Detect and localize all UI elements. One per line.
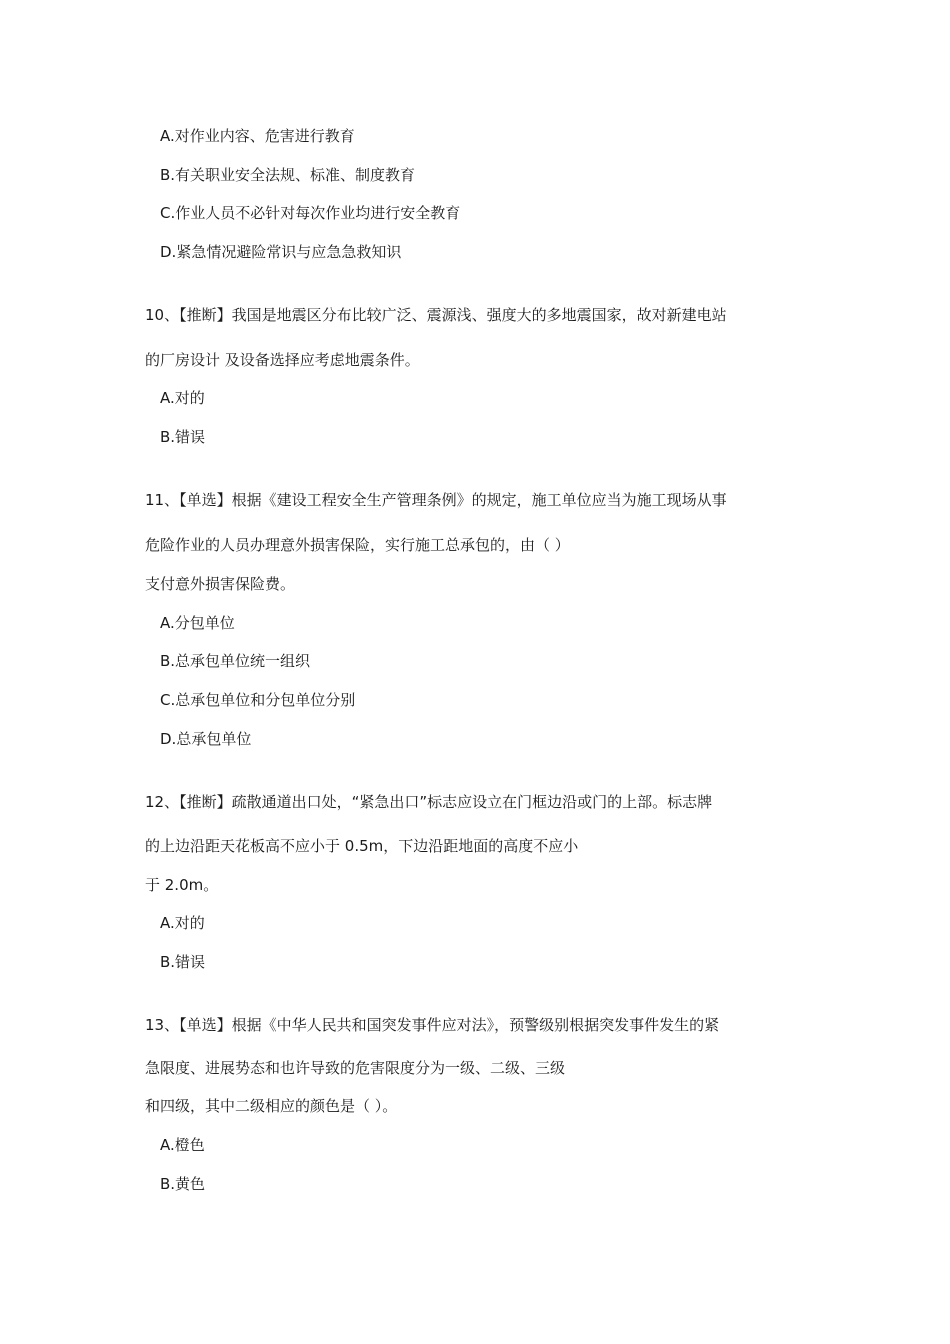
q13-option-a: A.橙色 <box>160 1136 205 1154</box>
q13-option-b: B.黄色 <box>160 1175 206 1193</box>
q13-text-line-2: 急限度、进展势态和也许导致的危害限度分为一级、二级、三级 <box>145 1059 566 1077</box>
q13-text-line-1: 13、【单选】根据《中华人民共和国突发事件应对法》，预警级别根据突发事件发生的紧 <box>145 1016 720 1034</box>
q10-option-b: B.错误 <box>160 428 206 446</box>
q9-option-b: B.有关职业安全法规、标准、制度教育 <box>160 166 416 184</box>
q10-option-a: A.对的 <box>160 389 205 407</box>
q11-text-line-3: 支付意外损害保险费。 <box>145 575 296 593</box>
q10-text-line-2: 的厂房设计 及设备选择应考虑地震条件。 <box>145 351 420 369</box>
q12-option-b: B.错误 <box>160 953 206 971</box>
q12-text-line-1: 12、【推断】疏散通道出口处，“紧急出口”标志应设立在门框边沿或门的上部。标志牌 <box>145 793 713 811</box>
q9-option-c: C.作业人员不必针对每次作业均进行安全教育 <box>160 204 461 222</box>
q12-option-a: A.对的 <box>160 914 205 932</box>
q11-option-d: D.总承包单位 <box>160 730 252 748</box>
q11-option-a: A.分包单位 <box>160 614 235 632</box>
q12-text-line-3: 于 2.0m。 <box>145 876 219 894</box>
q11-option-b: B.总承包单位统一组织 <box>160 652 311 670</box>
q11-text-line-2: 危险作业的人员办理意外损害保险，实行施工总承包的，由（ ） <box>145 536 570 554</box>
q12-text-line-2: 的上边沿距天花板高不应小于 0.5m，下边沿距地面的高度不应小 <box>145 837 579 855</box>
q9-option-a: A.对作业内容、危害进行教育 <box>160 127 355 145</box>
q10-text-line-1: 10、【推断】我国是地震区分布比较广泛、震源浅、强度大的多地震国家，故对新建电站 <box>145 306 727 324</box>
q9-option-d: D.紧急情况避险常识与应急急救知识 <box>160 243 402 261</box>
q13-text-line-3: 和四级，其中二级相应的颜色是（ ）。 <box>145 1097 398 1115</box>
q11-option-c: C.总承包单位和分包单位分别 <box>160 691 356 709</box>
q11-text-line-1: 11、【单选】根据《建设工程安全生产管理条例》的规定，施工单位应当为施工现场从事 <box>145 491 727 509</box>
